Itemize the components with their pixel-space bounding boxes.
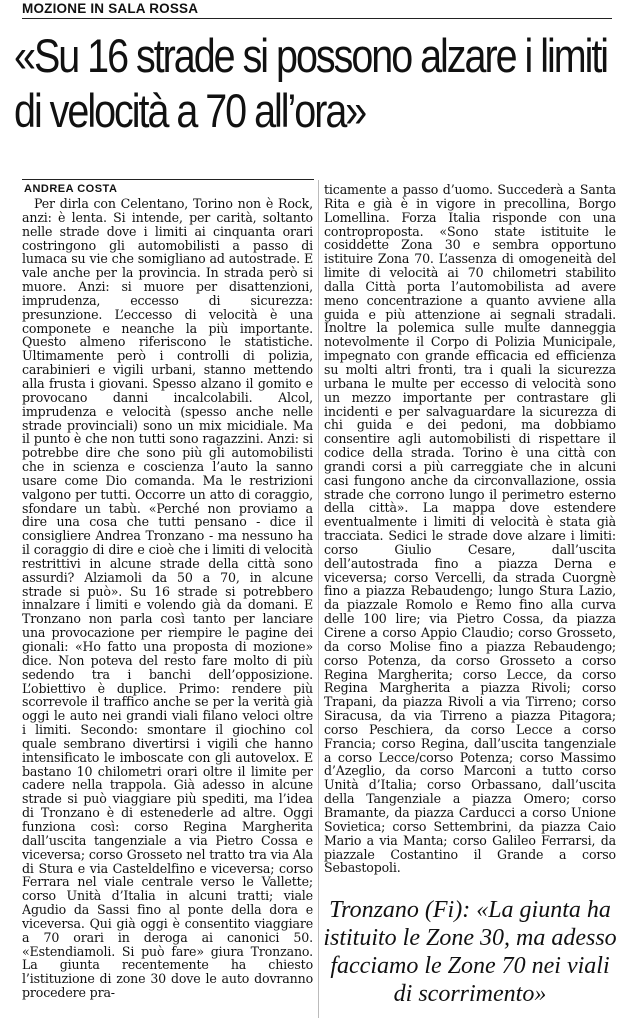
column-divider [318, 180, 319, 1018]
article-text-2: ticamente a passo d’uomo. Succederà a Santa Rita e già è in vigore in precollina, Borgo Lomellina. Forza Italia risponde con una controproposta. «Sono state istituite le cosiddette Zona 30 e sembra opportuno istituire Zona 70. L’assenza di omogeneità del limite di velocità ai 70 chilometri stabilito dalla Città porta l’automobilista ad avere meno concentrazione a quanto avviene alla guida e più attenzione ai segnali stradali. Inoltre la polemica sulle multe danneggia notevolmente il Corpo di Polizia Municipale, impegnato con grande efficacia ed efficienza su molti altri fronti, tra i quali la sicurezza urbana le multe per eccesso di velocità sono un mezzo importante per contrastare gli incidenti e per salvaguardare la sicurezza di chi guida e dei pedoni, ma dobbiamo consentire agli automobilisti di rispettare il codice della strada. Torino è una città con grandi corsi a più carreggiate che in alcuni casi fungono anche da circonvallazione, ossia strade che corrono lungo il perimetro esterno della città». La mappa dove estendere eventualmente i limiti di velocità è stata già tracciata. Sedici le strade dove alzare i limiti: corso Giulio Cesare, dall’uscita dell’autostrada fino a piazza Derna e viceversa; corso Vercelli, da strada Cuorgnè fino a piazza Rebaudengo; lungo Stura Lazio, da piazzale Romolo e Remo fino alla curva delle 100 lire; via Pietro Cossa, da piazza Cirene a corso Appio Claudio; corso Grosseto, da corso Molise fino a piazza Rebaudengo; corso Potenza, da corso Grosseto a corso Regina Margherita; corso Lecce, da corso Regina Margherita a piazza Rivoli; corso Trapani, da piazza Rivoli a via Tirreno; corso Siracusa, da via Tirreno a piazza Pitagora; corso Peschiera, da corso Lecce a corso Francia; corso Regina, dall’uscita tangenziale a corso Lecce/corso Potenza; corso Massimo d’Azeglio, da corso Marconi a tutto corso Unità d’Italia; corso Orbassano, dall’uscita della Tangenziale a piazza Omero; corso Bramante, da piazza Carducci a corso Unione Sovietica; corso Settembrini, da piazza Caio Mario a via Manta; corso Galileo Ferrarsi, da piazzale Costantino il Grande a corso Sebastopoli. [324, 183, 616, 876]
kicker: MOZIONE IN SALA ROSSA [22, 1, 199, 16]
byline-rule [22, 179, 314, 180]
headline: «Su 16 strade si possono alzare i limiti di velocità a 70 all’ora» [14, 29, 608, 137]
kicker-rule [22, 18, 612, 19]
article-column-2 [324, 183, 616, 883]
article-column-1 [22, 197, 313, 1015]
article-text-1: Per dirla con Celentano, Torino non è Rock, anzi: è lenta. Si intende, per carità, soltanto nelle strade dove i limiti ai cinquanta orari costringono gli automobilisti a passo di lumaca su vie che somigliano ad autostrade. E vale anche per la provincia. In strada però si muore. Anzi: si muore per disattenzioni, imprudenza, eccesso di sicurezza: presunzione. L’eccesso di velocità è una componete e neanche la più importante. Questo almeno riferiscono le statistiche. Ultimamente però i controlli di polizia, carabinieri e vigili urbani, stanno mettendo alla frusta i giovani. Spesso alzano il gomito e provocano danni incalcolabili. Alcol, imprudenza e velocità (spesso anche nelle strade provinciali) sono un mix micidiale. Ma il punto è che non tutti sono ragazzini. Anzi: si potrebbe dire che sono più gli automobilisti che in scienza e coscienza l’auto la sanno usare come Dio comanda. Ma le restrizioni valgono per tutti. Occorre un atto di coraggio, sfondare un tabù. «Perché non proviamo a dire una cosa che tutti pensano - dice il consigliere Andrea Tronzano - ma nessuno ha il coraggio di dire e cioè che i limiti di velocità restrittivi in alcune strade della città sono assurdi? Alziamoli da 50 a 70, in alcune strade si può». Su 16 strade si potrebbero innalzare i limiti e volendo già da domani. E Tronzano non parla così tanto per lanciare una provocazione per riempire le pagine dei gionali: «Ho fatto una proposta di mozione» dice. Non poteva del resto fare molto di più sedendo tra i banchi dell’opposizione. L’obiettivo è duplice. Primo: rendere più scorrevole il traffico anche se per la verità già oggi le auto nei grandi viali filano veloci oltre i limiti. Secondo: smontare il giochino col quale sembrano divertirsi i vigili che hanno intensificato le imboscate con gli autovelox. E bastano 10 chilometri orari oltre il limite per cadere nella trappola. Già adesso in alcune strade si può viaggiare più spediti, ma l’idea di Tronzano è di estenederle ad altre. Oggi funziona così: corso Regina Margherita dall’uscita tangenziale a via Pietro Cossa e viceversa; corso Grosseto nel tratto tra via Ala di Stura e via Casteldelfino e viceversa; corso Ferrara nel viale centrale verso le Vallette; corso Unità d’Italia in alcuni tratti; viale Agudio da Sassi fino al ponte della dora e viceversa. Qui già oggi è consentito viaggiare a 70 orari in deroga ai canonici 50. «Estendiamoli. Si può fare» giura Tronzano. La giunta recentemente ha chiesto l’istituzione di zone 30 dove le auto dovranno procedere pra- [22, 197, 313, 1001]
pull-quote: Tronzano (Fi): «La giunta ha istituito le Zone 30, ma adesso facciamo le Zone 70 nei viali di scorrimento» [323, 897, 617, 1007]
byline: ANDREA COSTA [24, 183, 118, 195]
